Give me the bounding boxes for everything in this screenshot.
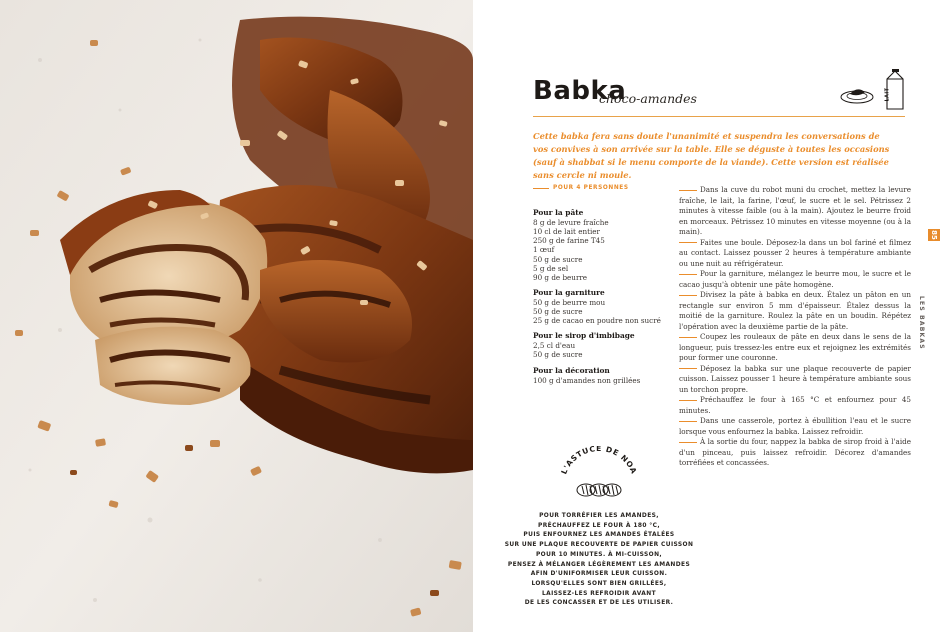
step-dash	[679, 190, 697, 191]
dash-decoration	[533, 188, 549, 189]
step	[679, 290, 911, 332]
step-text: Dans une casserole, portez à ébullition l'eau et le sucre lorsque vous enfournez la babka. Laissez refroidir.	[679, 416, 911, 436]
tip-line: SUR UNE PLAQUE RECOUVERTE DE PAPIER CUISSON	[504, 542, 694, 549]
step	[679, 332, 911, 364]
tip-line: LORSQU'ELLES SONT BIEN GRILLÉES,	[531, 580, 667, 587]
ingredient-heading: Pour la pâte	[533, 208, 584, 218]
recipe-title: Babka	[533, 76, 627, 106]
ingredient-item: 25 g de cacao en poudre non sucré	[533, 316, 661, 326]
ingredient-group-decoration	[533, 366, 673, 385]
plate-icon	[839, 80, 875, 106]
recipe-subtitle: choco-amandes	[599, 91, 697, 106]
step	[679, 238, 911, 270]
ingredient-item: 50 g de sucre	[533, 307, 583, 317]
ingredients-column	[533, 184, 673, 391]
step	[679, 185, 911, 238]
ingredient-heading: Pour le sirop d'imbibage	[533, 331, 635, 341]
step-dash	[679, 295, 697, 296]
step-dash	[679, 242, 697, 243]
step	[679, 395, 911, 416]
chapter-label: LES BABKAS	[918, 296, 925, 350]
ingredient-item: 50 g de sucre	[533, 254, 583, 264]
tip-badge-icon	[556, 446, 642, 504]
step	[679, 437, 911, 469]
step	[679, 364, 911, 396]
step-text: Pour la garniture, mélangez le beurre mou, le sucre et le cacao jusqu'à obtenir une pâte homogène.	[679, 269, 911, 289]
ingredient-item: 100 g d'amandes non grillées	[533, 375, 641, 385]
ingredient-item: 2,5 cl d'eau	[533, 341, 576, 351]
step-text: Faites une boule. Déposez-la dans un bol fariné et filmez au contact. Laissez pousser 2 heures à température ambiante ou une nuit au réfrigérateur.	[679, 237, 911, 268]
step-dash	[679, 368, 697, 369]
ingredient-item: 90 g de beurre	[533, 272, 588, 282]
step-text: Divisez la pâte à babka en deux. Étalez un pâton en un rectangle sur environ 5 mm d'épaisseur. Étalez dessus la moitié de la garniture. Roulez la pâte en un boudin. Répétez l'opération avec la deuxième partie de la pâte.	[679, 290, 911, 331]
tip-line: PUIS ENFOURNEZ LES AMANDES ÉTALÉES	[523, 532, 675, 539]
ingredient-group-filling	[533, 288, 673, 325]
step-text: Déposez la babka sur une plaque recouverte de papier cuisson. Laissez pousser 1 heure à température ambiante sous un torchon propre.	[679, 363, 911, 394]
tip-line: AFIN D'UNIFORMISER LEUR CUISSON.	[530, 571, 668, 578]
step-text: Préchauffez le four à 165 °C et enfournez pour 45 minutes.	[679, 395, 911, 415]
ingredient-item: 10 cl de lait entier	[533, 227, 600, 237]
tip-line: PENSEZ À MÉLANGER LÉGÈREMENT LES AMANDES	[507, 561, 691, 568]
step-text: Dans la cuve du robot muni du crochet, mettez la levure fraîche, le lait, la farine, l'œuf, le sucre et le sel. Pétrissez 2 minutes à vitesse faible (ou à la main). Ajoutez le beurre froid en morceaux. Pétrissez 10 minutes en vitesse moyenne (ou à la main).	[679, 185, 911, 236]
ingredient-item: 250 g de farine T45	[533, 236, 605, 246]
tip-line: POUR TORRÉFIER LES AMANDES,	[539, 513, 659, 519]
ingredient-item: 1 œuf	[533, 245, 555, 255]
ingredient-heading: Pour la garniture	[533, 287, 605, 297]
page-number: 85	[930, 230, 938, 240]
step-dash	[679, 274, 697, 275]
ingredient-heading: Pour la décoration	[533, 365, 610, 375]
tip-title: L'ASTUCE DE NOA	[559, 446, 639, 476]
step-text: À la sortie du four, nappez la babka de sirop froid à l'aide d'un pinceau, puis laissez refroidir. Décorez d'amandes torréfiées et concassées.	[679, 437, 911, 467]
recipe-intro: Cette babka fera sans doute l'unanimité et suspendra les conversations de vos convives à son arrivée sur la table. Elle se déguste à toutes les occasions (sauf à shabbat si le menu comporte de la viande). Cette version est réalisée sans cercle ni moule.	[533, 131, 890, 180]
servings-label	[533, 184, 673, 193]
tip-line: LAISSEZ-LES REFROIDIR AVANT	[541, 590, 657, 597]
tip-line: DE LES CONCASSER ET DE LES UTILISER.	[524, 600, 674, 607]
step-dash	[679, 421, 697, 422]
step-text: Coupez les rouleaux de pâte en deux dans le sens de la longueur, puis tressez-les entre eux et rejoignez les extrémités pour former une couronne.	[679, 332, 911, 362]
ingredient-group-syrup	[533, 331, 673, 359]
ingredient-item: 50 g de beurre mou	[533, 297, 606, 307]
ingredient-item: 50 g de sucre	[533, 350, 583, 360]
title-divider	[533, 116, 905, 117]
ingredient-item: 5 g de sel	[533, 263, 569, 273]
servings-text: POUR 4 PERSONNES	[553, 185, 629, 191]
tip-line: PRÉCHAUFFEZ LE FOUR À 180 °C,	[538, 522, 660, 529]
milk-label: LAIT	[885, 87, 891, 102]
step-dash	[679, 337, 697, 338]
step-dash	[679, 400, 697, 401]
steps-column	[679, 185, 911, 469]
tip-text	[501, 512, 697, 609]
ingredient-item: 8 g de levure fraîche	[533, 218, 609, 228]
tip-line: POUR 10 MINUTES. À MI-CUISSON,	[535, 551, 663, 558]
step-dash	[679, 442, 697, 443]
step	[679, 269, 911, 290]
recipe-page	[473, 0, 946, 632]
ingredient-group-dough	[533, 208, 673, 282]
step	[679, 416, 911, 437]
svg-text:L'ASTUCE DE NOA	[559, 446, 638, 476]
